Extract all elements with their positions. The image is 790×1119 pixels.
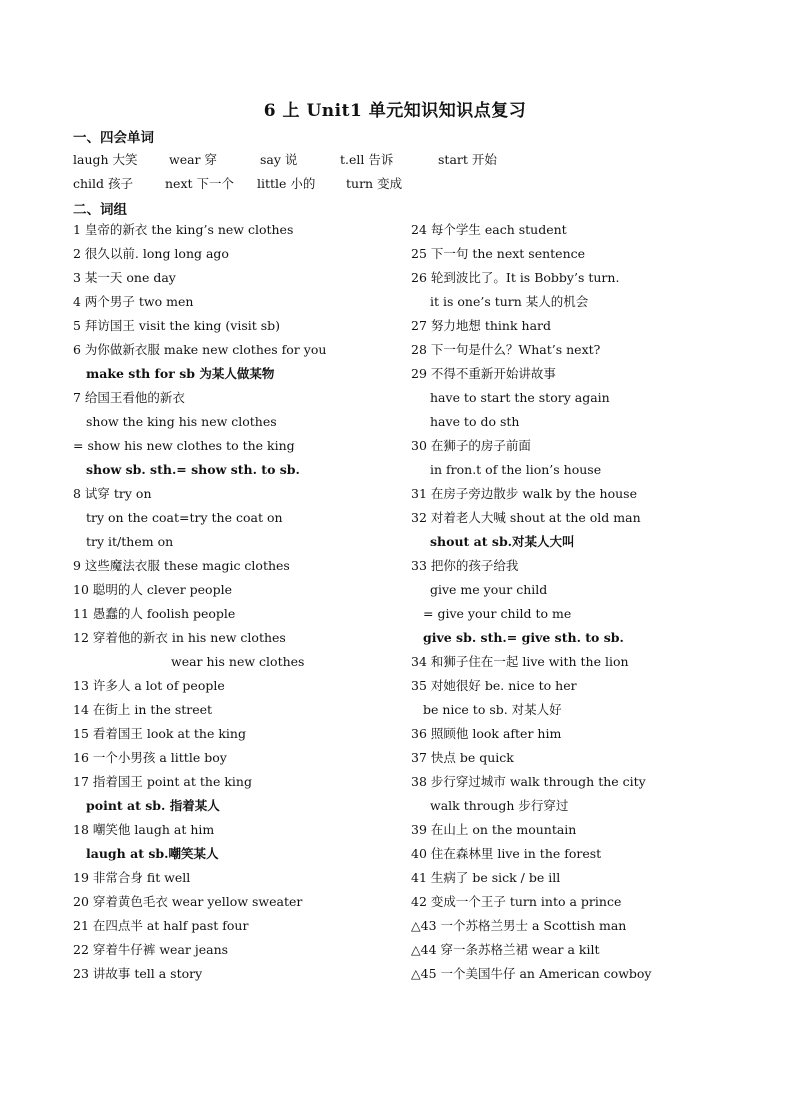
phrase-line: 31 在房子旁边散步 walk by the house [411, 486, 637, 501]
phrase-line: 42 变成一个王子 turn into a prince [411, 894, 622, 909]
phrase-line: shout at sb.对某人大叫 [430, 534, 575, 549]
phrase-line: = give your child to me [423, 606, 572, 621]
phrase-line: make sth for sb 为某人做某物 [86, 366, 275, 381]
phrase-line: 1 皇帝的新衣 the king’s new clothes [73, 222, 294, 237]
phrase-line: 23 讲故事 tell a story [73, 966, 203, 981]
phrase-line: 16 一个小男孩 a little boy [73, 750, 227, 765]
phrase-line: 22 穿着牛仔裤 wear jeans [73, 942, 229, 957]
phrase-line: 17 指着国王 point at the king [73, 774, 252, 789]
vocab-word: t.ell 告诉 [340, 152, 394, 167]
phrase-line: 29 不得不重新开始讲故事 [411, 366, 556, 381]
phrase-list-left [73, 218, 326, 986]
phrase-line: 9 这些魔法衣服 these magic clothes [73, 558, 290, 573]
vocab-word: child 孩子 [73, 176, 134, 191]
phrase-line: 3 某一天 one day [73, 270, 176, 285]
phrase-line: 36 照顾他 look after him [411, 726, 562, 741]
phrase-line: 14 在街上 in the street [73, 702, 213, 717]
phrase-line: 10 聪明的人 clever people [73, 582, 232, 597]
phrase-line: 33 把你的孩子给我 [411, 558, 519, 573]
phrase-line: be nice to sb. 对某人好 [423, 702, 562, 717]
phrase-line: △44 穿一条苏格兰裙 wear a kilt [411, 942, 600, 957]
vocab-word: little 小的 [257, 176, 316, 191]
phrase-line: give sb. sth.= give sth. to sb. [423, 630, 624, 645]
phrase-line: have to do sth [430, 414, 520, 429]
phrase-line: 37 快点 be quick [411, 750, 514, 765]
phrase-line: 35 对她很好 be. nice to her [411, 678, 577, 693]
phrase-line: = show his new clothes to the king [73, 438, 295, 453]
phrase-line: point at sb. 指着某人 [86, 798, 220, 813]
phrase-list-right [411, 218, 652, 986]
section2-heading: 二、词组 [73, 202, 127, 218]
phrase-line: 41 生病了 be sick / be ill [411, 870, 561, 885]
phrase-line: show sb. sth.= show sth. to sb. [86, 462, 300, 477]
phrase-line: 13 许多人 a lot of people [73, 678, 225, 693]
phrase-line: walk through 步行穿过 [430, 798, 569, 813]
section1-heading: 一、四会单词 [73, 130, 154, 146]
phrase-line: show the king his new clothes [86, 414, 277, 429]
phrase-line: 19 非常合身 fit well [73, 870, 191, 885]
phrase-line: △43 一个苏格兰男士 a Scottish man [411, 918, 627, 933]
phrase-line: 25 下一句 the next sentence [411, 246, 586, 261]
phrase-line: 20 穿着黄色毛衣 wear yellow sweater [73, 894, 303, 909]
phrase-line: 39 在山上 on the mountain [411, 822, 577, 837]
phrase-line: in fron.t of the lion’s house [430, 462, 602, 477]
phrase-line: 6 为你做新衣服 make new clothes for you [73, 342, 327, 357]
vocab-word: say 说 [260, 152, 298, 167]
vocab-word: turn 变成 [346, 176, 403, 191]
vocab-word: next 下一个 [165, 176, 234, 191]
phrase-line: 12 穿着他的新衣 in his new clothes [73, 630, 286, 645]
phrase-line: laugh at sb.嘲笑某人 [86, 846, 219, 861]
phrase-line: 11 愚蠢的人 foolish people [73, 606, 236, 621]
phrase-line: 4 两个男子 two men [73, 294, 194, 309]
phrase-line: it is one’s turn 某人的机会 [430, 294, 589, 309]
phrase-line: 24 每个学生 each student [411, 222, 567, 237]
vocab-word: start 开始 [438, 152, 497, 167]
phrase-line: 8 试穿 try on [73, 486, 152, 501]
phrase-line: 2 很久以前. long long ago [73, 246, 229, 261]
phrase-line: try it/them on [86, 534, 174, 549]
vocab-word: laugh 大笑 [73, 152, 138, 167]
phrase-line: 26 轮到波比了。It is Bobby’s turn. [411, 270, 620, 285]
phrase-line: 40 住在森林里 live in the forest [411, 846, 602, 861]
page-title: 6 上 Unit1 单元知识知识点复习 [263, 101, 527, 121]
phrase-line: try on the coat=try the coat on [86, 510, 283, 525]
phrase-line: 5 拜访国王 visit the king (visit sb) [73, 318, 281, 333]
phrase-line: give me your child [430, 582, 548, 597]
phrase-line: 21 在四点半 at half past four [73, 918, 249, 933]
phrase-line: have to start the story again [430, 390, 610, 405]
phrase-line: △45 一个美国牛仔 an American cowboy [411, 966, 652, 981]
phrase-line: 27 努力地想 think hard [411, 318, 552, 333]
phrase-line: 34 和狮子住在一起 live with the lion [411, 654, 629, 669]
phrase-line: 28 下一句是什么？What’s next? [411, 342, 601, 357]
phrase-line: 18 嘲笑他 laugh at him [73, 822, 215, 837]
vocab-word: wear 穿 [169, 152, 217, 167]
phrase-line: 30 在狮子的房子前面 [411, 438, 531, 453]
phrase-line: wear his new clothes [171, 654, 305, 669]
phrase-line: 38 步行穿过城市 walk through the city [411, 774, 646, 789]
phrase-line: 15 看着国王 look at the king [73, 726, 246, 741]
phrase-line: 32 对着老人大喊 shout at the old man [411, 510, 641, 525]
phrase-line: 7 给国王看他的新衣 [73, 390, 185, 405]
